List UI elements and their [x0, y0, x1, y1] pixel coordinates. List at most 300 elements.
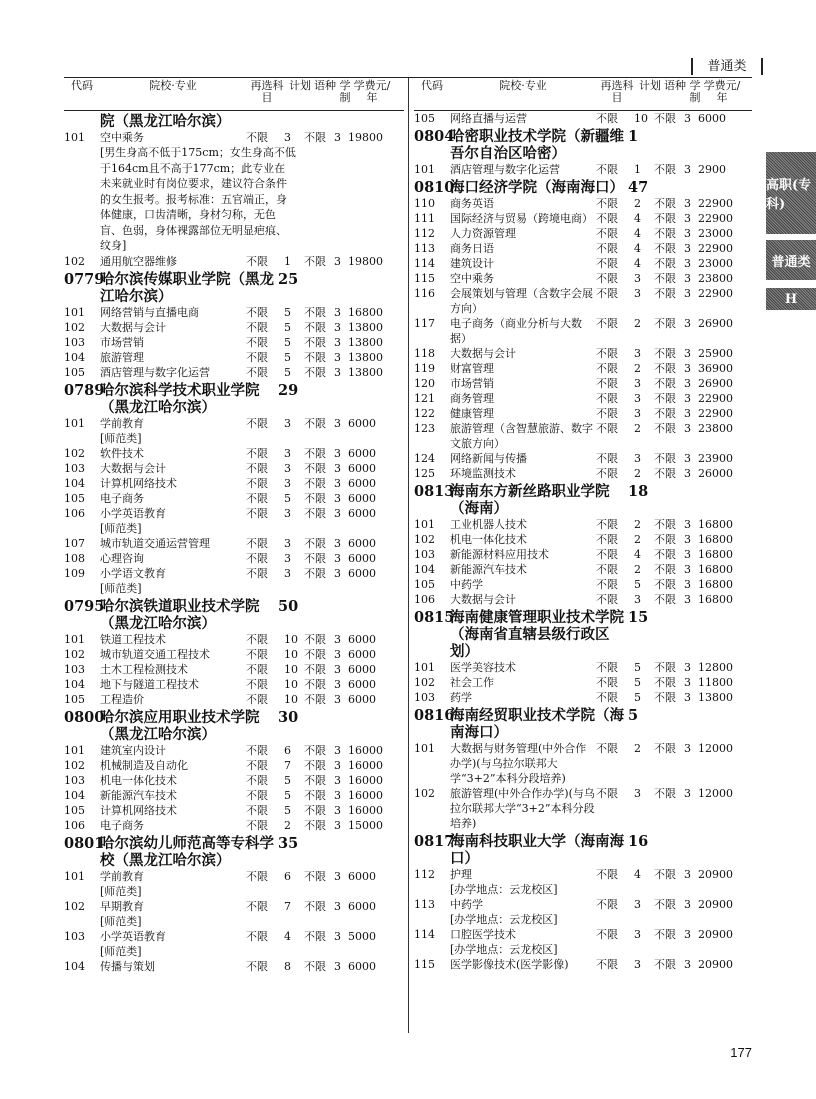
major-fee: 20900 [698, 898, 733, 911]
major-years: 3 [334, 416, 341, 430]
major-language: 不限 [304, 692, 326, 706]
major-subject: 不限 [596, 742, 618, 755]
major-code: 120 [414, 377, 435, 390]
major-language: 不限 [654, 787, 676, 800]
major-language: 不限 [654, 392, 676, 405]
major-row [414, 547, 752, 562]
school-heading [64, 271, 404, 305]
major-code: 104 [64, 476, 85, 490]
major-language: 不限 [304, 350, 326, 364]
major-row [414, 690, 752, 705]
major-language: 不限 [304, 365, 326, 379]
major-name: 大数据与财务管理(中外合作办学)(与乌拉尔联邦大学“3+2”本科分段培养) [450, 742, 587, 785]
left-entries [64, 113, 404, 974]
major-plan: 10 [634, 112, 648, 125]
school-name: 哈尔滨科学技术职业学院（黑龙江哈尔滨） [100, 381, 260, 416]
major-code: 103 [414, 548, 435, 561]
major-plan: 6 [284, 743, 291, 757]
major-name: 地下与隧道工程技术 [100, 677, 199, 691]
major-name: 计算机网络技术 [100, 803, 177, 817]
major-subject: 不限 [246, 869, 268, 883]
major-tag: [师范类] [100, 431, 142, 445]
major-subject: 不限 [596, 691, 618, 704]
major-language: 不限 [654, 548, 676, 561]
major-plan: 4 [634, 257, 641, 270]
school-code: 0815 [414, 609, 455, 626]
major-language: 不限 [304, 461, 326, 475]
major-name: 空中乘务 [450, 272, 494, 285]
major-name: 传播与策划 [100, 959, 155, 973]
major-language: 不限 [654, 272, 676, 285]
major-subject: 不限 [596, 452, 618, 465]
major-subject: 不限 [246, 818, 268, 832]
major-code: 114 [414, 257, 435, 270]
major-years: 3 [684, 563, 691, 576]
school-code: 0801 [64, 834, 105, 852]
major-years: 3 [684, 212, 691, 225]
major-fee: 6000 [348, 632, 376, 646]
major-row [64, 788, 404, 803]
major-subject: 不限 [246, 788, 268, 802]
major-subject: 不限 [596, 242, 618, 255]
major-language: 不限 [654, 928, 676, 941]
header-fee: 学费元/年 [353, 79, 391, 104]
major-language: 不限 [304, 959, 326, 973]
left-column [64, 80, 404, 974]
major-language: 不限 [654, 163, 676, 176]
school-heading [414, 179, 752, 196]
major-years: 3 [684, 272, 691, 285]
major-subject: 不限 [246, 416, 268, 430]
major-fee: 6000 [348, 461, 376, 475]
major-subject: 不限 [246, 305, 268, 319]
major-code: 105 [64, 365, 85, 379]
major-plan: 4 [634, 227, 641, 240]
major-plan: 5 [284, 788, 291, 802]
category-label: 普通类 [691, 58, 763, 75]
major-name: 土木工程检测技术 [100, 662, 188, 676]
major-plan: 6 [284, 869, 291, 883]
major-plan: 2 [634, 518, 641, 531]
major-row [414, 286, 752, 316]
school-code: 0804 [414, 128, 455, 145]
major-code: 105 [414, 112, 435, 125]
major-name: 建筑室内设计 [100, 743, 166, 757]
major-row [414, 577, 752, 592]
header-years: 学制 [689, 79, 701, 104]
major-code: 101 [64, 869, 85, 883]
major-fee: 16000 [348, 758, 383, 772]
major-years: 3 [334, 788, 341, 802]
major-years: 3 [684, 287, 691, 300]
header-code: 代码 [421, 79, 443, 92]
major-years: 3 [684, 163, 691, 176]
major-row [64, 491, 404, 506]
major-fee: 6000 [348, 506, 376, 520]
major-years: 3 [684, 593, 691, 606]
major-name: 商务管理 [450, 392, 494, 405]
header-language: 语种 [314, 79, 336, 92]
school-heading [414, 707, 752, 741]
major-name: 计算机网络技术 [100, 476, 177, 490]
major-subject: 不限 [246, 929, 268, 943]
school-code: 0810 [414, 179, 455, 196]
major-row [414, 241, 752, 256]
major-plan: 7 [284, 758, 291, 772]
major-years: 3 [334, 365, 341, 379]
major-plan: 5 [634, 691, 641, 704]
major-subject: 不限 [246, 632, 268, 646]
school-name: 哈尔滨传媒职业学院（黑龙江哈尔滨） [100, 270, 274, 305]
major-plan: 10 [284, 692, 298, 706]
school-heading [414, 483, 752, 517]
major-years: 3 [684, 742, 691, 755]
school-name: 哈密职业技术学院（新疆维吾尔自治区哈密） [450, 128, 624, 162]
school-name: 院（黑龙江哈尔滨） [100, 113, 231, 130]
major-fee: 26000 [698, 467, 733, 480]
major-fee: 6000 [348, 899, 376, 913]
major-language: 不限 [304, 491, 326, 505]
major-name: 建筑设计 [450, 257, 494, 270]
major-language: 不限 [304, 743, 326, 757]
major-tag: [师范类] [100, 914, 142, 928]
major-name: 网络直播与运营 [450, 112, 527, 125]
major-name: 小学语文教育 [100, 566, 166, 580]
major-code: 104 [64, 350, 85, 364]
major-row [64, 446, 404, 461]
major-plan: 3 [634, 272, 641, 285]
major-name: 学前教育 [100, 416, 144, 430]
major-language: 不限 [304, 416, 326, 430]
major-years: 3 [684, 958, 691, 971]
major-language: 不限 [654, 958, 676, 971]
major-subject: 不限 [246, 959, 268, 973]
major-code: 108 [64, 551, 85, 565]
major-name: 旅游管理 [100, 350, 144, 364]
school-name: 海南东方新丝路职业学院（海南） [450, 483, 610, 517]
major-name: 护理 [450, 868, 472, 881]
major-years: 3 [684, 661, 691, 674]
major-subject: 不限 [596, 112, 618, 125]
major-fee: 6000 [698, 112, 726, 125]
major-code: 102 [64, 647, 85, 661]
major-plan: 10 [284, 647, 298, 661]
major-fee: 19800 [348, 131, 383, 144]
major-tag: [办学地点：云龙校区] [450, 943, 558, 956]
major-plan: 4 [634, 212, 641, 225]
header-years: 学制 [339, 79, 351, 104]
major-years: 3 [684, 422, 691, 435]
major-subject: 不限 [246, 662, 268, 676]
major-years: 3 [334, 476, 341, 490]
major-language: 不限 [304, 647, 326, 661]
major-code: 102 [64, 320, 85, 334]
major-fee: 6000 [348, 662, 376, 676]
major-row [414, 532, 752, 547]
major-years: 3 [684, 112, 691, 125]
major-code: 118 [414, 347, 435, 360]
major-plan: 3 [634, 407, 641, 420]
major-language: 不限 [304, 758, 326, 772]
major-fee: 6000 [348, 677, 376, 691]
major-plan: 3 [634, 452, 641, 465]
major-code: 107 [64, 536, 85, 550]
major-subject: 不限 [596, 362, 618, 375]
major-years: 3 [334, 254, 341, 268]
major-plan: 5 [634, 676, 641, 689]
school-name: 海口经济学院（海南海口） [450, 179, 624, 196]
major-years: 3 [684, 868, 691, 881]
major-name: 商务英语 [450, 197, 494, 210]
major-row [414, 111, 752, 126]
major-fee: 16800 [698, 533, 733, 546]
major-code: 106 [414, 593, 435, 606]
major-fee: 6000 [348, 476, 376, 490]
major-row [64, 476, 404, 491]
major-code: 124 [414, 452, 435, 465]
major-subject: 不限 [246, 551, 268, 565]
header-plan: 计划 [639, 79, 661, 92]
school-name: 哈尔滨幼儿师范高等专科学校（黑龙江哈尔滨） [100, 834, 274, 869]
major-language: 不限 [654, 868, 676, 881]
major-subject: 不限 [596, 317, 618, 330]
major-language: 不限 [654, 197, 676, 210]
major-fee: 16800 [698, 563, 733, 576]
major-language: 不限 [654, 676, 676, 689]
major-language: 不限 [654, 518, 676, 531]
header-subject: 再选科目 [600, 79, 634, 104]
major-language: 不限 [304, 446, 326, 460]
major-row [414, 196, 752, 211]
major-name: 工业机器人技术 [450, 518, 527, 531]
major-subject: 不限 [246, 758, 268, 772]
major-subject: 不限 [596, 593, 618, 606]
major-code: 103 [64, 773, 85, 787]
major-years: 3 [684, 227, 691, 240]
major-language: 不限 [304, 131, 326, 144]
major-row [64, 899, 404, 914]
major-years: 3 [684, 197, 691, 210]
major-subject: 不限 [246, 899, 268, 913]
major-code: 101 [64, 305, 85, 319]
major-language: 不限 [304, 929, 326, 943]
major-fee: 6000 [348, 446, 376, 460]
major-fee: 12800 [698, 661, 733, 674]
major-plan: 4 [634, 242, 641, 255]
major-row [414, 421, 752, 451]
major-subject: 不限 [596, 467, 618, 480]
major-name: 财富管理 [450, 362, 494, 375]
major-plan: 5 [284, 335, 291, 349]
major-years: 3 [684, 257, 691, 270]
major-note: [男生身高不低于175cm；女生身高不低于164cm且不高于177cm；此专业在未来就业时有岗位要求，建议符合条件的女生报考。报考标准：五官端正，身体健康，口齿清晰，身材匀称，无色盲、色弱，身体裸露部位无明显疤痕、纹身] [100, 146, 296, 252]
major-code: 102 [64, 758, 85, 772]
major-plan: 3 [284, 476, 291, 490]
major-plan: 5 [284, 491, 291, 505]
major-row [414, 741, 752, 786]
major-subject: 不限 [246, 461, 268, 475]
school-heading [64, 835, 404, 869]
major-name: 新能源汽车技术 [100, 788, 177, 802]
school-plan [278, 113, 318, 130]
major-language: 不限 [304, 551, 326, 565]
major-subject: 不限 [246, 350, 268, 364]
major-fee: 6000 [348, 536, 376, 550]
major-language: 不限 [654, 287, 676, 300]
major-row [414, 391, 752, 406]
major-years: 3 [684, 691, 691, 704]
major-plan: 3 [634, 898, 641, 911]
major-years: 3 [334, 551, 341, 565]
major-row [64, 929, 404, 944]
major-subject: 不限 [246, 335, 268, 349]
school-code: 0795 [64, 597, 105, 615]
major-code: 112 [414, 227, 435, 240]
header-school-major: 院校·专业 [499, 79, 547, 92]
major-years: 3 [684, 377, 691, 390]
major-code: 115 [414, 958, 435, 971]
major-language: 不限 [654, 112, 676, 125]
major-language: 不限 [304, 536, 326, 550]
school-plan: 5 [628, 707, 639, 724]
major-fee: 6000 [348, 566, 376, 580]
major-years: 3 [684, 407, 691, 420]
major-subject: 不限 [246, 131, 268, 144]
major-language: 不限 [654, 533, 676, 546]
major-years: 3 [684, 928, 691, 941]
major-language: 不限 [304, 506, 326, 520]
major-row [64, 959, 404, 974]
major-row [414, 376, 752, 391]
major-years: 3 [684, 548, 691, 561]
major-plan: 5 [284, 320, 291, 334]
major-plan: 3 [284, 506, 291, 520]
major-name: 商务日语 [450, 242, 494, 255]
major-subject: 不限 [596, 787, 618, 800]
school-plan: 16 [628, 833, 649, 850]
major-name: 电子商务 [100, 491, 144, 505]
major-row [414, 660, 752, 675]
column-header [414, 80, 752, 111]
school-code: 0789 [64, 381, 105, 399]
major-language: 不限 [304, 803, 326, 817]
major-name: 铁道工程技术 [100, 632, 166, 646]
major-plan: 3 [284, 536, 291, 550]
major-code: 102 [414, 676, 435, 689]
major-plan: 5 [284, 305, 291, 319]
major-row [64, 350, 404, 365]
major-name: 酒店管理与数字化运营 [100, 365, 210, 379]
major-code: 110 [414, 197, 435, 210]
major-subject: 不限 [596, 578, 618, 591]
major-row [414, 562, 752, 577]
major-plan: 10 [284, 632, 298, 646]
major-plan: 2 [634, 742, 641, 755]
major-subject: 不限 [596, 163, 618, 176]
major-fee: 16000 [348, 803, 383, 817]
school-name: 哈尔滨铁道职业技术学院（黑龙江哈尔滨） [100, 597, 260, 632]
school-heading [64, 709, 404, 743]
major-plan: 3 [284, 416, 291, 430]
header-subject: 再选科目 [250, 79, 284, 104]
major-language: 不限 [304, 662, 326, 676]
major-code: 103 [64, 662, 85, 676]
major-fee: 12000 [698, 787, 733, 800]
major-subject: 不限 [596, 422, 618, 435]
major-plan: 3 [634, 593, 641, 606]
major-name: 空中乘务 [100, 131, 144, 144]
major-language: 不限 [304, 818, 326, 832]
major-subject: 不限 [596, 197, 618, 210]
major-fee: 2900 [698, 163, 726, 176]
major-name: 新能源材料应用技术 [450, 548, 549, 561]
major-subject: 不限 [246, 743, 268, 757]
major-years: 3 [334, 773, 341, 787]
major-name: 国际经济与贸易（跨境电商） [450, 212, 593, 225]
major-fee: 13800 [348, 335, 383, 349]
major-name: 大数据与会计 [450, 593, 516, 606]
major-row [64, 758, 404, 773]
major-code: 102 [414, 787, 435, 800]
major-subject: 不限 [596, 533, 618, 546]
school-code: 0800 [64, 708, 105, 726]
major-years: 3 [334, 320, 341, 334]
major-fee: 23900 [698, 452, 733, 465]
major-fee: 16000 [348, 743, 383, 757]
major-name: 小学英语教育 [100, 929, 166, 943]
major-code: 101 [414, 661, 435, 674]
major-subject: 不限 [246, 254, 268, 268]
major-row [414, 927, 752, 942]
major-years: 3 [334, 647, 341, 661]
school-name: 哈尔滨应用职业技术学院（黑龙江哈尔滨） [100, 708, 260, 743]
major-years: 3 [684, 362, 691, 375]
major-plan: 2 [634, 422, 641, 435]
major-subject: 不限 [246, 491, 268, 505]
side-tab-vocational: 高职(专科) [766, 152, 816, 234]
major-plan: 3 [634, 377, 641, 390]
major-subject: 不限 [596, 407, 618, 420]
major-code: 103 [414, 691, 435, 704]
major-row [64, 335, 404, 350]
major-fee: 16800 [698, 548, 733, 561]
major-subject: 不限 [246, 506, 268, 520]
major-subject: 不限 [596, 661, 618, 674]
major-name: 大数据与会计 [450, 347, 516, 360]
major-fee: 19800 [348, 254, 383, 268]
major-language: 不限 [304, 869, 326, 883]
major-code: 119 [414, 362, 435, 375]
major-subject: 不限 [596, 958, 618, 971]
major-code: 103 [64, 335, 85, 349]
major-subject: 不限 [246, 536, 268, 550]
major-subject: 不限 [596, 676, 618, 689]
major-language: 不限 [654, 563, 676, 576]
major-code: 104 [414, 563, 435, 576]
major-row [414, 675, 752, 690]
major-plan: 3 [634, 958, 641, 971]
major-row [64, 566, 404, 581]
major-tag: [师范类] [100, 944, 142, 958]
major-fee: 16000 [348, 788, 383, 802]
major-fee: 6000 [348, 692, 376, 706]
major-years: 3 [334, 350, 341, 364]
major-subject: 不限 [246, 476, 268, 490]
major-row [64, 461, 404, 476]
major-row [64, 416, 404, 431]
major-plan: 5 [634, 578, 641, 591]
major-fee: 23000 [698, 227, 733, 240]
